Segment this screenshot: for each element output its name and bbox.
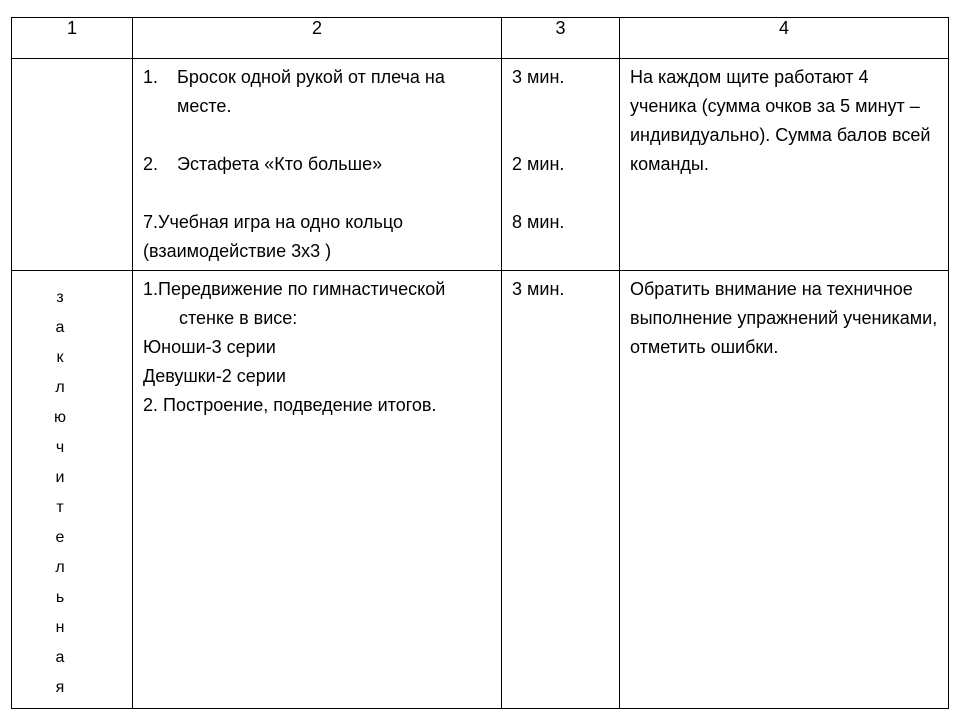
stage-letter: и bbox=[55, 469, 65, 486]
final-item-2: 2. Построение, подведение итогов. bbox=[143, 395, 437, 415]
final-part-notes-text: Обратить внимание на техничное выполнение упражнений учениками, отметить ошибки. bbox=[630, 279, 938, 357]
main-part-duration-cell bbox=[502, 59, 620, 271]
main-part-row bbox=[12, 59, 949, 271]
duration-1: 3 мин. bbox=[512, 67, 565, 87]
stage-letter: ю bbox=[54, 409, 66, 426]
main-part-exercises-cell bbox=[133, 59, 502, 271]
exercise-item-1-number: 1. bbox=[143, 67, 159, 87]
main-part-stage-cell bbox=[12, 59, 133, 271]
header-col-4: 4 bbox=[620, 18, 949, 59]
exercise-item-1-text: Бросок одной рукой от плеча на месте. bbox=[177, 67, 445, 116]
header-col-3: 3 bbox=[502, 18, 620, 59]
vertical-stage-label bbox=[12, 271, 132, 703]
final-part-row bbox=[12, 271, 949, 709]
stage-letter: к bbox=[56, 349, 64, 366]
stage-letter: ч bbox=[55, 439, 65, 456]
stage-letter: л bbox=[55, 559, 65, 576]
stage-letter: л bbox=[55, 379, 65, 396]
final-part-duration-cell bbox=[502, 271, 620, 709]
exercise-item-1 bbox=[143, 63, 491, 121]
stage-letter: а bbox=[55, 649, 65, 666]
stage-letter: а bbox=[55, 319, 65, 336]
stage-letter: е bbox=[55, 529, 65, 546]
exercise-item-2 bbox=[143, 150, 491, 179]
exercise-item-3: 7.Учебная игра на одно кольцо (взаимодействие 3х3 ) bbox=[143, 212, 403, 261]
final-part-stage-cell bbox=[12, 271, 133, 709]
stage-letter: ь bbox=[55, 589, 65, 606]
duration-2: 2 мин. bbox=[512, 154, 565, 174]
header-col-1: 1 bbox=[12, 18, 133, 59]
main-part-notes-cell bbox=[620, 59, 949, 271]
girls-series-line: Девушки-2 серии bbox=[143, 366, 286, 386]
final-item-1: 1.Передвижение по гимнастической стенке в висе: bbox=[143, 279, 446, 328]
stage-letter: з bbox=[56, 289, 64, 306]
final-part-notes-cell bbox=[620, 271, 949, 709]
final-part-exercises-cell bbox=[133, 271, 502, 709]
header-row bbox=[12, 18, 949, 59]
exercise-item-2-number: 2. bbox=[143, 154, 159, 174]
stage-letter: я bbox=[55, 679, 65, 696]
header-col-2: 2 bbox=[133, 18, 502, 59]
final-duration: 3 мин. bbox=[512, 279, 565, 299]
duration-3: 8 мин. bbox=[512, 212, 565, 232]
stage-letter: т bbox=[56, 499, 64, 516]
main-part-notes-text: На каждом щите работают 4 ученика (сумма очков за 5 минут –индивидуально). Сумма балов всей команды. bbox=[630, 67, 931, 174]
lesson-plan-table bbox=[11, 17, 949, 709]
exercise-item-2-text: Эстафета «Кто больше» bbox=[177, 154, 383, 174]
stage-letter: н bbox=[55, 619, 65, 636]
boys-series-line: Юноши-3 серии bbox=[143, 337, 276, 357]
